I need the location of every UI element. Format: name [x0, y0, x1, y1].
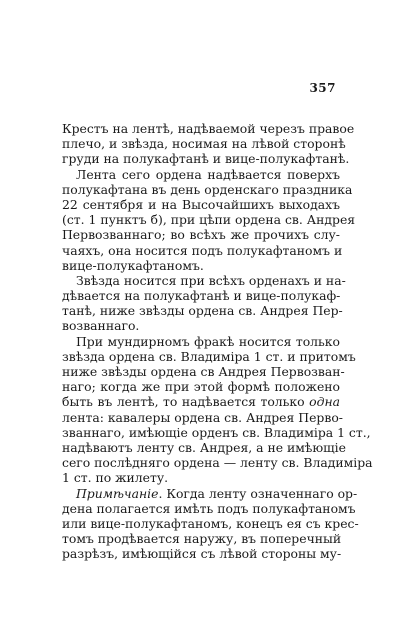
text-line: танѣ, ниже звѣзды ордена св. Андрея Пер- [62, 303, 343, 319]
text-line: При мундирномъ фракѣ носится только [76, 333, 340, 349]
note-label: Примѣчаніе [76, 485, 159, 501]
body-text [62, 121, 373, 562]
text-line: звѣзда ордена св. Владиміра 1 ст. и притомъ [62, 348, 356, 364]
paragraph-2 [62, 166, 356, 273]
text-line: возваннаго. [62, 318, 140, 334]
text-line: Первозваннаго; во всѣхъ же прочихъ слу- [62, 227, 340, 243]
text-line: плечо, и звѣзда, носимая на лѣвой сторонѣ [62, 136, 346, 152]
emphasis-word: одна [309, 394, 340, 410]
text-line [62, 485, 358, 501]
paragraph-3 [62, 272, 346, 334]
text-line: или вице-полукафтаномъ, конецъ ея съ крес- [62, 515, 359, 531]
text-line: званнаго, имѣющіе орденъ св. Владиміра 1 ст., [62, 424, 371, 440]
text-line: полукафтана въ день орденскаго праздника [62, 181, 353, 197]
text-fragment: . Когда ленту означеннаго ор- [158, 485, 358, 501]
text-line: груди на полукафтанѣ и вице-полукафтанѣ. [62, 151, 350, 167]
text-line: (ст. 1 пунктъ б), при цѣпи ордена св. Андрея [62, 212, 356, 228]
text-line: Лента сего ордена надѣвается поверхъ [76, 166, 340, 182]
text-line: 1 ст. по жилету. [62, 470, 169, 486]
text-line: лента: кавалеры ордена св. Андрея Перво- [62, 409, 343, 425]
text-line: разрѣзъ, имѣющійся съ лѣвой стороны му- [62, 546, 342, 562]
text-line: дена полагается имѣть подъ полукафтаномъ [62, 500, 356, 516]
paragraph-5 [62, 485, 359, 562]
text-line: вице-полукафтаномъ. [62, 257, 204, 273]
text-line: ниже звѣзды ордена св Андрея Первозван- [62, 364, 345, 379]
text-line: дѣвается на полукафтанѣ и вице-полукаф- [62, 288, 341, 304]
text-line: томъ продѣвается наружу, въ поперечный [62, 531, 342, 547]
text-fragment: быть въ лентѣ, то надѣвается только [62, 394, 310, 410]
text-line: Звѣзда носится при всѣхъ орденахъ и на- [76, 272, 346, 288]
text-line: сего послѣдняго ордена — ленту св. Владиміра [62, 455, 373, 471]
text-line: чаяхъ, она носится подъ полукафтаномъ и [62, 242, 343, 258]
paragraph-4 [62, 333, 373, 486]
text-line [62, 394, 340, 409]
text-line: 22 сентября и на Высочайшихъ выходахъ [62, 196, 340, 212]
text-line: Крестъ на лентѣ, надѣваемой черезъ правое [62, 121, 355, 136]
text-line: надѣваютъ ленту св. Андрея, а не имѣющіе [62, 439, 346, 455]
text-line: наго; когда же при этой формѣ положено [62, 379, 340, 395]
page-number: 357 [309, 81, 336, 95]
paragraph-1 [62, 121, 355, 167]
